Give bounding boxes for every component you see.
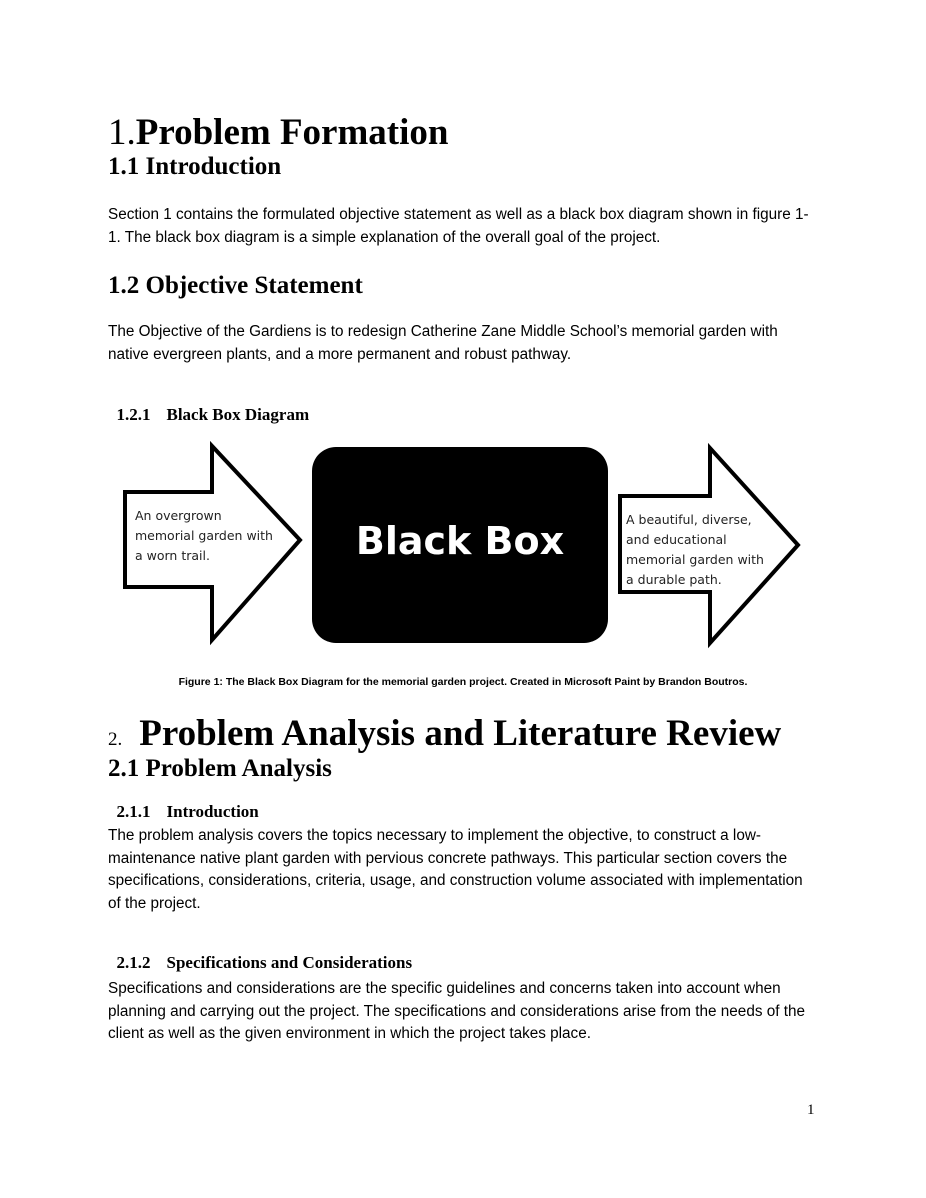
output-label-line: a durable path. [626, 572, 722, 587]
introduction-paragraph: Section 1 contains the formulated objective statement as well as a black box diagram shown in figure 1-1. The black box diagram is a simple explanation of the overall goal of the project. [108, 206, 809, 246]
black-box-label: Black Box [355, 519, 565, 563]
input-label-line: An overgrown [135, 508, 222, 523]
objective-paragraph: The Objective of the Gardiens is to redesign Catherine Zane Middle School’s memorial garden with native evergreen plants, and a more permanent and robust pathway. [108, 323, 778, 363]
problem-analysis-heading: 2.1 Problem Analysis [108, 755, 332, 782]
analysis-introduction-heading [108, 786, 259, 820]
section-1-number: 1. [108, 112, 136, 153]
page-number: 1 [807, 1102, 815, 1118]
output-label [626, 510, 764, 590]
section-2-title: Problem Analysis and Literature Review [139, 713, 782, 754]
section-2-heading [108, 715, 781, 752]
input-label [135, 506, 273, 566]
output-label-line: memorial garden with [626, 552, 764, 567]
analysis-introduction-title: Introduction [166, 802, 259, 821]
specifications-paragraph: Specifications and considerations are the specific guidelines and concerns taken into account when planning and carrying out the project. The specifications and considerations arise from the needs of the client as well as the given environment in which the project takes place. [108, 980, 805, 1042]
analysis-introduction-paragraph: The problem analysis covers the topics necessary to implement the objective, to construct a low-maintenance native plant garden with pervious concrete pathways. This particular section covers the specifications, considerations, criteria, usage, and construction volume associated with implementation of the project. [108, 827, 803, 912]
input-label-line: a worn trail. [135, 548, 210, 563]
section-2-number: 2. [108, 729, 123, 750]
objective-heading: 1.2 Objective Statement [108, 272, 363, 299]
input-label-line: memorial garden with [135, 528, 273, 543]
introduction-heading: 1.1 Introduction [108, 153, 282, 180]
section-1-title: Problem Formation [135, 112, 449, 153]
output-label-line: A beautiful, diverse, [626, 512, 752, 527]
specifications-title: Specifications and Considerations [166, 953, 413, 972]
black-box-diagram-heading-number: 1.2.1 [116, 405, 151, 424]
specifications-heading [108, 937, 412, 971]
black-box-diagram-heading-title: Black Box Diagram [166, 405, 310, 424]
figure-caption: Figure 1: The Black Box Diagram for the memorial garden project. Created in Microsoft Paint by Brandon Boutros. [178, 676, 748, 688]
analysis-introduction-number: 2.1.1 [116, 802, 151, 821]
output-label-line: and educational [626, 532, 727, 547]
specifications-number: 2.1.2 [116, 953, 151, 972]
